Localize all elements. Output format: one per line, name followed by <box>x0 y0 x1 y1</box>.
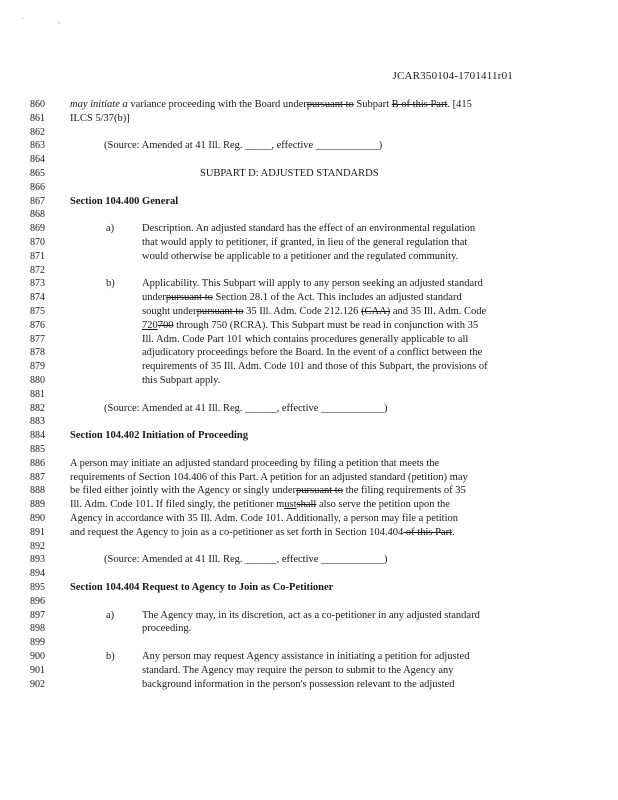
line-number: 860 <box>30 99 45 110</box>
line-text <box>70 429 248 442</box>
line-text <box>142 291 462 304</box>
document-line <box>0 402 618 415</box>
text-run: also serve the petition upon the <box>316 499 450 511</box>
line-text <box>70 498 450 511</box>
line-number: 878 <box>30 347 45 359</box>
document-line <box>0 360 618 373</box>
struck-text: of this Part <box>403 526 453 538</box>
text-run: that would apply to petitioner, if granted, in lieu of the general regulation that <box>142 237 468 248</box>
text-run: sought u <box>142 306 178 317</box>
document-line <box>0 319 618 332</box>
item-label: a) <box>106 609 115 621</box>
line-number: 899 <box>30 637 45 649</box>
document-line <box>0 346 618 359</box>
text-run: proceeding. <box>142 623 192 635</box>
text-run: through 750 (RCRA). This Subpart must be read in conjunction with 35 <box>173 319 479 331</box>
line-text <box>70 98 472 111</box>
text-run: Description. An adjusted standard has the effect of an environmental regulation <box>142 223 476 235</box>
document-line <box>0 167 618 180</box>
line-text <box>70 112 130 125</box>
line-text <box>142 664 454 677</box>
line-number: 888 <box>30 485 45 497</box>
document-line <box>0 305 618 318</box>
struck-text: pursuant to <box>296 485 343 497</box>
line-text <box>142 222 475 235</box>
item-label: b) <box>106 278 115 290</box>
text-run: and 35 Ill. Adm. Code <box>390 306 487 317</box>
text-run: ILCS 5/37(b)] <box>70 112 130 124</box>
document-line <box>0 333 618 346</box>
text-run: A person may initiate an adjusted standard proceeding by filing a petition that meets the <box>70 457 440 469</box>
text-run: , effective <box>276 554 322 566</box>
document-line <box>0 98 618 111</box>
document-line <box>0 498 618 511</box>
document-line <box>0 112 618 125</box>
text-run: , effective <box>276 402 322 414</box>
document-line <box>0 208 618 221</box>
text-run: may initiate a <box>70 99 128 110</box>
text-run: Agency in accordance with 35 Ill. Adm. Code 101. Additionally, a person may file a petition <box>70 513 459 524</box>
line-number: 890 <box>30 513 45 524</box>
item-label: b) <box>106 651 115 662</box>
line-number: 896 <box>30 595 45 607</box>
document-line <box>0 650 618 663</box>
text-run: Section 104.404 Request to Agency to Join as Co-Petitioner <box>70 582 334 593</box>
text-run: this Subpart apply. <box>142 375 221 386</box>
blank-field: ______ <box>245 402 277 414</box>
line-text <box>104 553 388 566</box>
document-line <box>0 678 618 691</box>
document-line <box>0 443 618 456</box>
text-run: ) <box>384 402 388 414</box>
document-line <box>0 415 618 428</box>
line-number: 869 <box>30 223 45 235</box>
struck-text: pursuant to <box>196 306 244 317</box>
text-run: Applicability. This Subpart will apply to any person seeking an adjusted standard <box>142 278 483 290</box>
text-run: and request the Agency to join as a co-petitioner as set forth in Section 104.404 <box>70 526 404 538</box>
document-line <box>0 264 618 277</box>
line-text <box>70 457 439 470</box>
line-number: 898 <box>30 623 45 635</box>
document-line <box>0 374 618 387</box>
text-run: Section 104.402 Initiation of Proceeding <box>70 430 249 442</box>
document-line <box>0 429 618 442</box>
document-line <box>0 222 618 235</box>
text-run: nder <box>147 292 166 304</box>
text-run: requirements of 35 Ill. Adm. Code 101 and those of this Subpart, the provisions of <box>142 361 488 373</box>
text-run: standard. The Agency may require the person to submit to the Agency any <box>142 664 454 676</box>
line-text <box>70 581 333 594</box>
document-line <box>0 153 618 166</box>
struck-text: B of this Part <box>391 99 448 110</box>
line-text <box>142 360 488 373</box>
struck-text: shall <box>296 499 317 511</box>
line-number: 863 <box>30 140 45 152</box>
line-text <box>104 139 382 152</box>
document-line <box>0 126 618 139</box>
line-number: 893 <box>30 554 45 566</box>
document-line <box>0 388 618 401</box>
line-text <box>70 512 458 525</box>
line-text <box>142 650 469 663</box>
document-line <box>0 139 618 152</box>
text-run: Subpart <box>353 99 392 110</box>
document-line <box>0 609 618 622</box>
struck-text: pursuant to <box>165 292 213 304</box>
line-number: 877 <box>30 333 45 345</box>
line-number: 901 <box>30 664 45 676</box>
line-number: 867 <box>30 195 45 207</box>
line-text <box>142 622 191 635</box>
text-run: the filing requirements of 35 <box>342 485 466 497</box>
blank-field: ____________ <box>321 402 385 414</box>
blank-field: ____________ <box>321 554 385 566</box>
document-line <box>0 581 618 594</box>
inserted-text: ust <box>284 499 297 511</box>
text-run: , effective <box>271 140 316 152</box>
document-id: JCAR350104-1701411r01 <box>392 70 513 82</box>
document-line <box>0 526 618 539</box>
text-run: adjudicatory proceedings before the Board. In the event of a conflict between the <box>142 347 483 359</box>
text-run: u <box>142 292 148 304</box>
document-line <box>0 195 618 208</box>
line-number: 892 <box>30 540 45 552</box>
line-number: 880 <box>30 375 45 386</box>
text-run: nder <box>177 306 197 317</box>
line-number: 861 <box>30 112 45 124</box>
text-run: (Source: Amended at 41 Ill. Reg. <box>104 554 246 566</box>
inserted-text: 720 <box>142 319 158 331</box>
line-number: 889 <box>30 499 45 511</box>
text-run: Section 28.1 of the Act. This includes an adjusted standard <box>212 292 462 304</box>
line-number: 873 <box>30 278 45 290</box>
line-text <box>70 471 468 484</box>
struck-text: (CAA) <box>361 306 391 317</box>
text-run: ) <box>384 554 388 566</box>
line-text <box>142 333 468 346</box>
text-run: . [415 <box>447 99 472 110</box>
line-text <box>104 402 388 415</box>
document-line <box>0 567 618 580</box>
line-text <box>142 346 482 359</box>
text-run: be filed either jointly with the Agency or singly u <box>70 485 278 497</box>
line-text <box>200 167 379 180</box>
document-line <box>0 636 618 649</box>
text-run: (Source: Amended at 41 Ill. Reg. <box>104 402 246 414</box>
line-number: 894 <box>30 568 45 580</box>
line-number: 900 <box>30 651 45 662</box>
line-number: 887 <box>30 471 45 483</box>
text-run: (Source: Amended at 41 Ill. Reg. <box>104 140 246 152</box>
line-number: 884 <box>30 430 45 442</box>
line-text <box>142 250 458 263</box>
text-run: background information in the person's possession relevant to the adjusted <box>142 678 455 690</box>
text-run: 35 Ill. Adm. Code 212.126 <box>243 306 362 317</box>
line-number: 882 <box>30 402 45 414</box>
line-number: 895 <box>30 582 45 593</box>
line-number: 886 <box>30 457 45 469</box>
document-line <box>0 291 618 304</box>
line-number: 876 <box>30 319 45 331</box>
line-number: 868 <box>30 209 45 221</box>
line-number: 879 <box>30 361 45 373</box>
line-text <box>142 305 486 318</box>
line-text <box>142 277 483 290</box>
struck-text: 700 <box>157 319 174 331</box>
blank-field: ____________ <box>315 140 379 152</box>
document-line <box>0 277 618 290</box>
document-line <box>0 595 618 608</box>
scan-mark: ¸ <box>58 18 60 24</box>
blank-field: ______ <box>245 554 277 566</box>
text-run: would otherwise be applicable to a petitioner and the regulated community. <box>142 250 459 262</box>
text-run: Section 104.400 General <box>70 195 179 207</box>
line-number: 865 <box>30 168 45 179</box>
text-run: Ill. Adm. Code Part 101 which contains procedures generally applicable to all <box>142 333 469 345</box>
text-run: nder <box>288 99 307 110</box>
document-line <box>0 540 618 553</box>
document-line <box>0 471 618 484</box>
line-text <box>70 484 466 497</box>
text-run: variance proceeding with the Board u <box>127 99 289 110</box>
document-line <box>0 512 618 525</box>
text-run: The Agency may, in its discretion, act as a co-petitioner in any adjusted standard <box>142 609 480 621</box>
text-run: Any person may request Agency assistance in initiating a petition for adjusted <box>142 651 470 662</box>
item-label: a) <box>106 223 115 235</box>
document-line <box>0 457 618 470</box>
line-number: 885 <box>30 444 45 455</box>
line-number: 871 <box>30 250 45 262</box>
line-text <box>142 678 454 691</box>
line-number: 891 <box>30 526 45 538</box>
line-number: 875 <box>30 306 45 317</box>
text-run: ) <box>378 140 383 152</box>
document-line <box>0 553 618 566</box>
line-number: 866 <box>30 181 45 193</box>
line-number: 870 <box>30 237 45 248</box>
scan-mark: ` <box>22 18 24 24</box>
document-line <box>0 484 618 497</box>
document-line <box>0 664 618 677</box>
line-number: 897 <box>30 609 45 621</box>
line-number: 902 <box>30 678 45 690</box>
line-text <box>142 319 478 332</box>
text-run: SUBPART D: ADJUSTED STANDARDS <box>200 168 379 179</box>
document-line <box>0 236 618 249</box>
line-number: 864 <box>30 154 45 166</box>
document-line <box>0 622 618 635</box>
line-text <box>142 374 220 387</box>
text-run: Ill. Adm. Code 101. If filed singly, the petitioner m <box>70 499 285 511</box>
line-number: 874 <box>30 292 45 304</box>
line-number: 881 <box>30 388 45 400</box>
text-run: requirements of Section 104.406 of this Part. A petition for an adjusted standard (petition) may <box>70 471 468 483</box>
document-line <box>0 181 618 194</box>
blank-field: _____ <box>245 140 272 152</box>
line-number: 872 <box>30 264 45 276</box>
document-line <box>0 250 618 263</box>
text-run: nder <box>277 485 297 497</box>
line-text <box>70 195 178 208</box>
line-number: 883 <box>30 416 45 428</box>
struck-text: pursuant to <box>306 99 354 110</box>
line-number: 862 <box>30 126 45 138</box>
line-text <box>142 609 480 622</box>
text-run: . <box>452 526 455 538</box>
line-text <box>142 236 467 249</box>
line-text <box>70 526 455 539</box>
